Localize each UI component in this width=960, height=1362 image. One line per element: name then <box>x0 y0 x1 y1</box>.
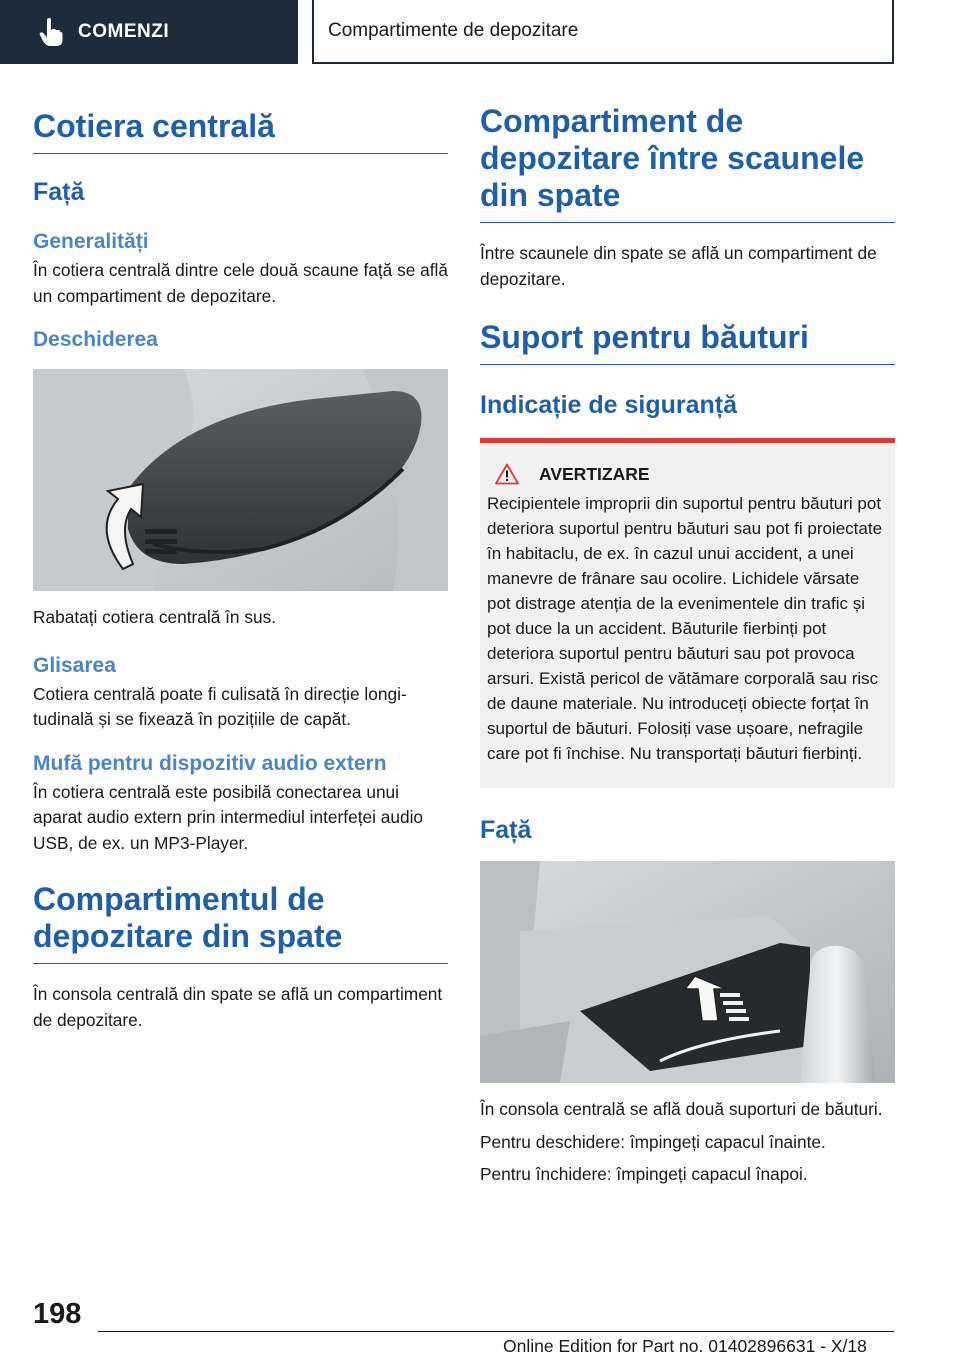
heading-rear-storage <box>33 881 448 964</box>
text-cupholder-location: În consola centrală se află două suporturi de băuturi. <box>480 1099 883 1119</box>
heading-between-seats-line2: depozitare între scaunele <box>480 140 865 176</box>
section-tab[interactable] <box>0 0 298 64</box>
heading-rear-storage-line2: depozitare din spate <box>33 918 343 954</box>
heading-cupholder: Suport pentru băuturi <box>480 319 895 365</box>
text-opening: Rabatați cotiera centrală în sus. <box>33 607 277 627</box>
warning-header <box>495 463 887 485</box>
armrest-illustration <box>33 369 448 591</box>
text-general: În cotiera centrală dintre cele două scaune față se află un compartiment de depozitare. <box>33 260 449 306</box>
heading-general: Generalități <box>33 230 149 253</box>
page-number: 198 <box>33 1298 82 1330</box>
warning-title: AVERTIZARE <box>539 463 650 484</box>
heading-between-seats-line3: din spate <box>480 177 621 213</box>
heading-safety: Indicație de siguranță <box>480 391 738 419</box>
heading-front-cupholder: Față <box>480 816 532 844</box>
armrest-image <box>33 369 448 591</box>
warning-triangle-icon <box>495 463 519 485</box>
warning-text: Recipientele improprii din suportul pentru băuturi pot deteriora suportul pentru băuturi sau pot fi proiectate în habitaclu, de ex. în cazul unui accident, a unei manevre de frânare sau ocolire. Lichidele vărsate pot distrage atenția de la evenimentele din trafic și pot duce la un accident. Băuturile fierbinți pot deteriora suportul pentru băuturi sau pot provoca arsuri. Există pericol de vătămare corporală sau risc de daune materiale. Nu introduceți obiecte forțat în suportul de băuturi. Folosiți vase ușoare, nefragile care pot fi închise. Nu transportați băuturi fierbinți. <box>487 494 883 763</box>
heading-rear-storage-line1: Compartimentul de <box>33 881 325 917</box>
hand-pointer-icon <box>38 17 64 47</box>
heading-opening: Deschiderea <box>33 328 158 351</box>
text-cupholder-open: Pentru deschidere: împingeți capacul înainte. <box>480 1131 826 1152</box>
heading-audio: Mufă pentru dispozitiv audio extern <box>33 751 387 775</box>
warning-box <box>480 438 895 788</box>
text-sliding: Cotiera centrală poate fi culisată în direcție longitudinală și se fixează în pozițiile de capăt. <box>33 683 407 729</box>
page-title: Compartimente de depozitare <box>328 20 579 41</box>
cupholder-illustration <box>480 861 895 1083</box>
right-column <box>480 98 895 1188</box>
heading-armrest: Cotiera centrală <box>33 108 448 154</box>
text-rear-storage: În consola centrală din spate se află un compartiment de depozitare. <box>33 984 443 1030</box>
heading-sliding: Glisarea <box>33 653 116 677</box>
page-header <box>312 0 894 64</box>
cupholder-image <box>480 861 895 1083</box>
left-column <box>33 98 448 1033</box>
heading-between-seats-line1: Compartiment de <box>480 103 744 139</box>
text-audio: În cotiera centrală este posibilă conectarea unui aparat audio extern prin intermediul interfeței audio USB, de ex. un MP3-Player. <box>33 781 424 853</box>
heading-front: Față <box>33 178 85 206</box>
section-label: COMENZI <box>78 21 170 42</box>
footer-divider <box>98 1331 894 1332</box>
text-cupholder-close: Pentru închidere: împingeți capacul înapoi. <box>480 1164 808 1184</box>
text-between-seats: Între scaunele din spate se află un compartiment de depozitare. <box>480 243 877 289</box>
heading-between-seats <box>480 103 895 223</box>
footer-edition: Online Edition for Part no. 01402896631 - X/18 <box>503 1336 867 1356</box>
